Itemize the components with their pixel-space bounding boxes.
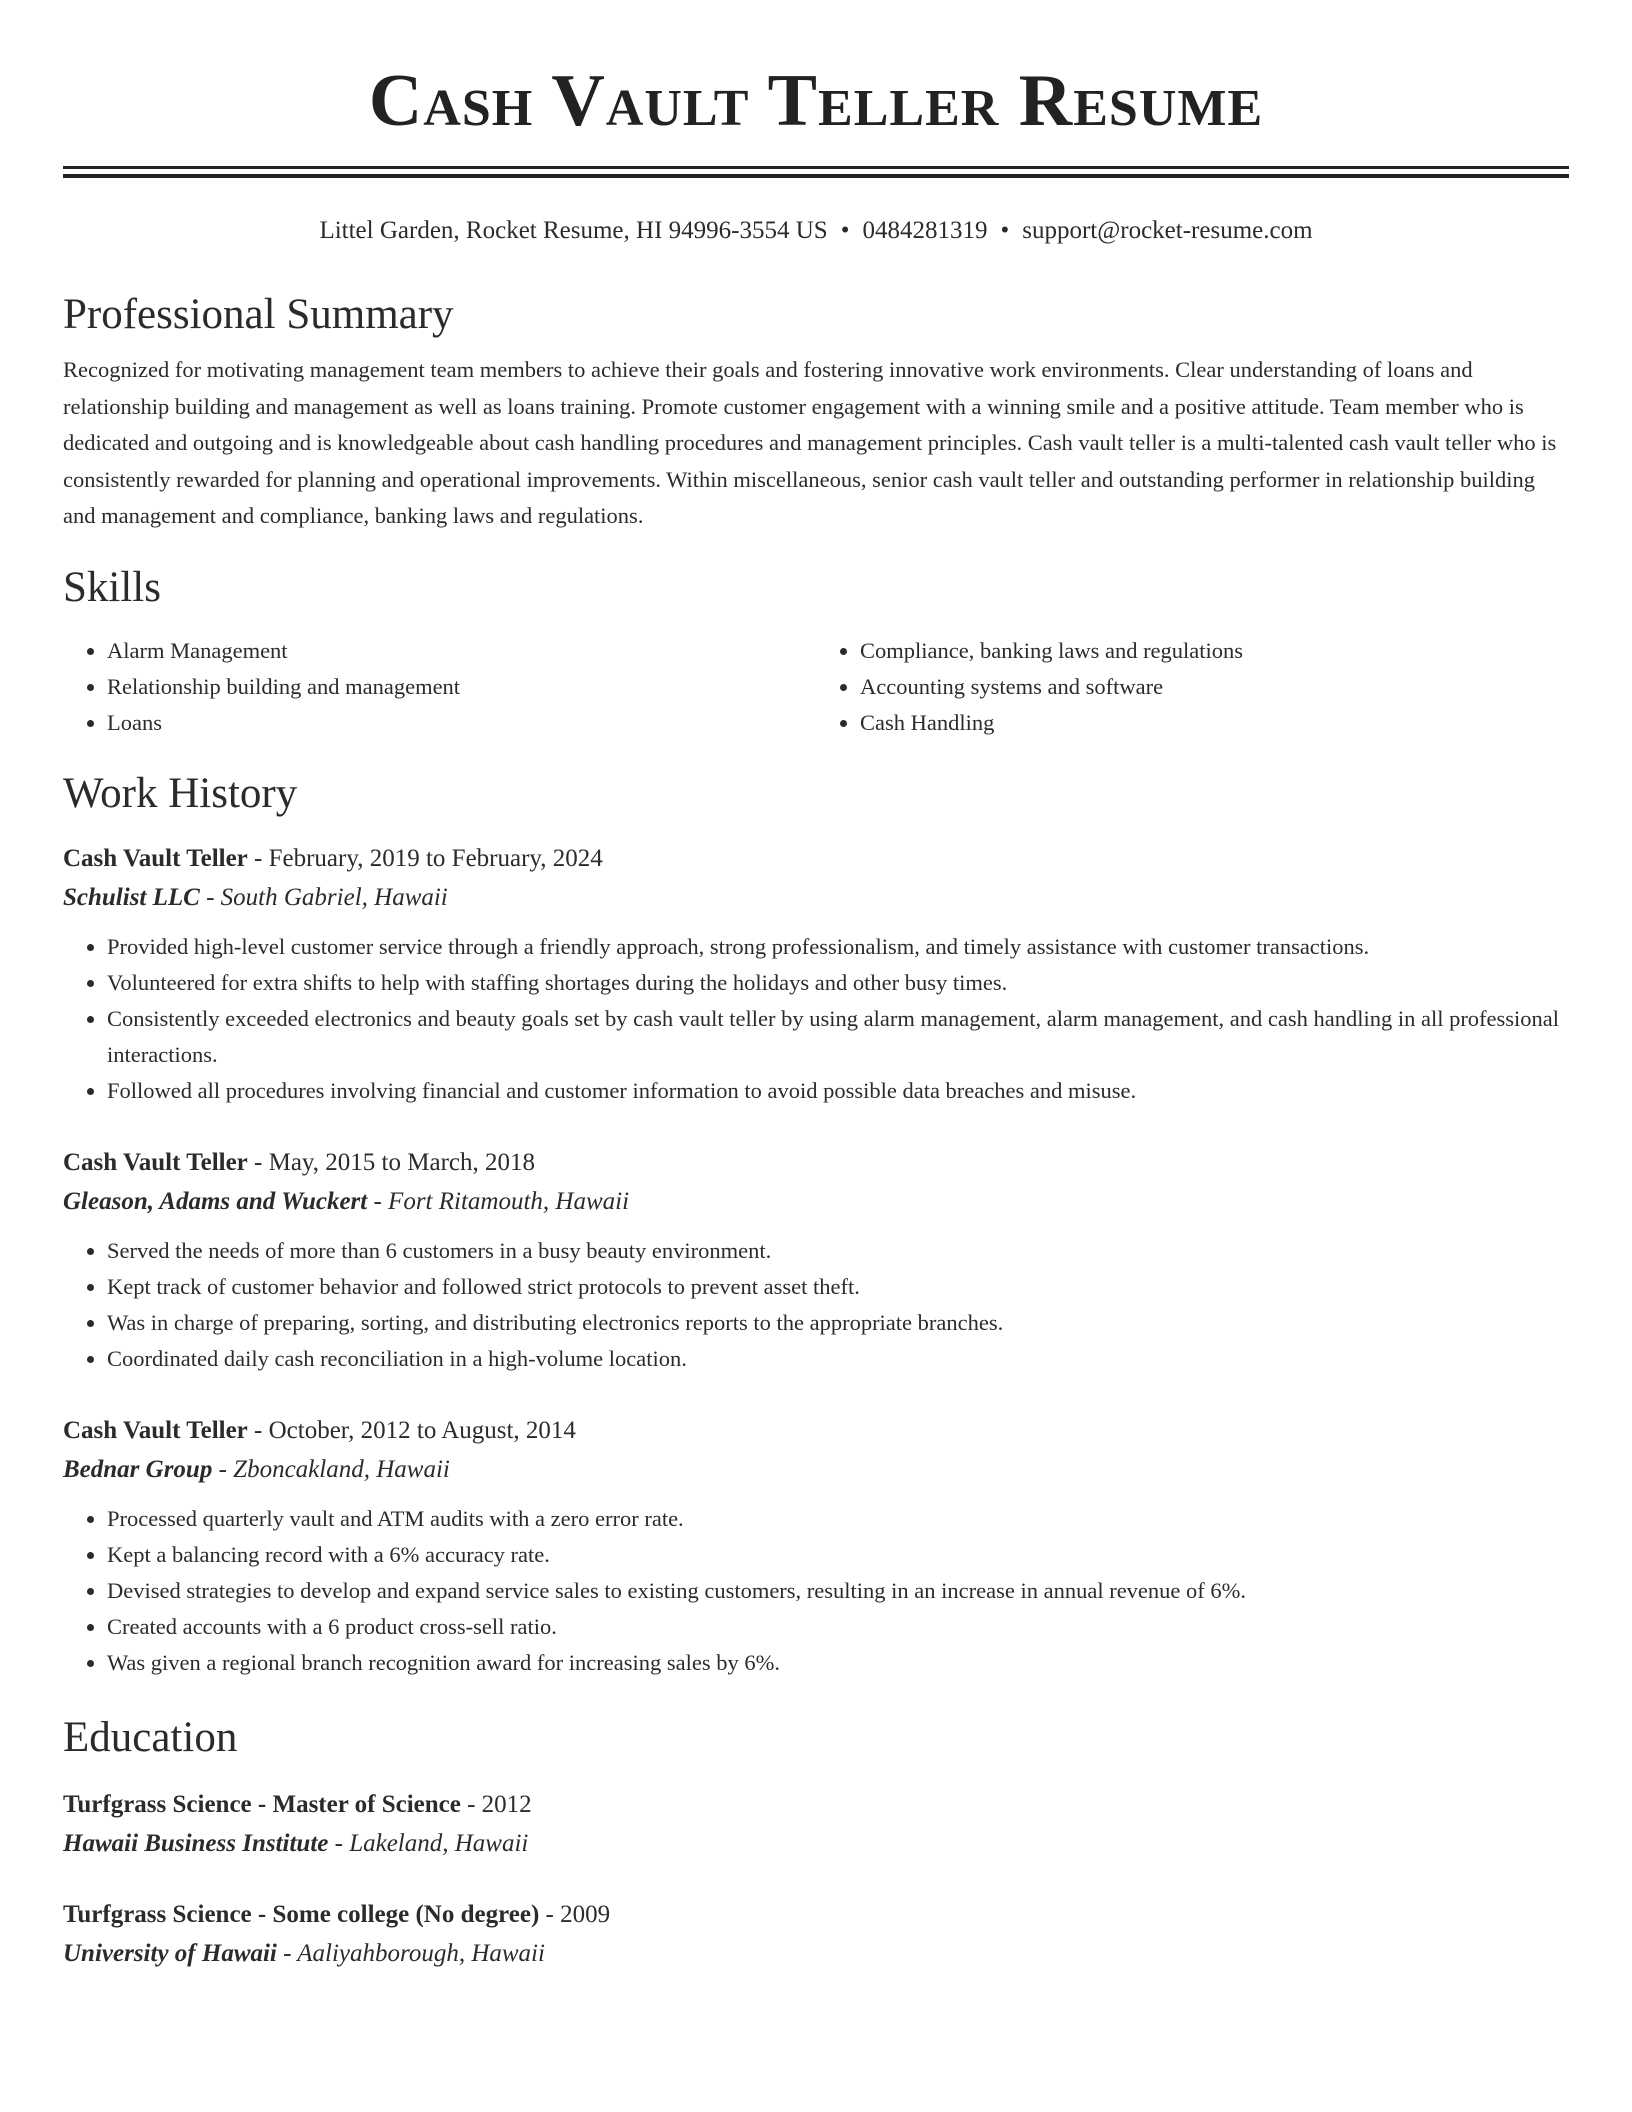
job-title-line <box>63 1411 1569 1451</box>
job-bullets <box>63 1233 1569 1377</box>
skill-item: • Alarm Management <box>107 633 816 669</box>
job-title: Cash Vault Teller <box>63 844 248 872</box>
education-location: - Aaliyahborough, Hawaii <box>276 1939 545 1967</box>
title-divider <box>63 166 1569 178</box>
skills-columns <box>63 633 1569 741</box>
education-school-line <box>63 1825 1569 1863</box>
job-entry <box>63 839 1569 1109</box>
job-bullet: • Kept a balancing record with a 6% accuracy rate. <box>107 1537 1569 1573</box>
job-title: Cash Vault Teller <box>63 1148 248 1176</box>
education-entry <box>63 1785 1569 1863</box>
job-bullet: • Provided high-level customer service through a friendly approach, strong professionalism, and timely assistance with customer transactions. <box>107 929 1569 965</box>
skill-item: • Cash Handling <box>860 705 1569 741</box>
summary-section <box>63 290 1569 535</box>
education-heading: Education <box>63 1713 238 1761</box>
skills-section <box>63 563 1569 741</box>
job-bullet: • Created accounts with a 6 product cross-sell ratio. <box>107 1609 1569 1645</box>
job-dates: - February, 2019 to February, 2024 <box>247 844 603 872</box>
education-degree-line <box>63 1895 1569 1935</box>
skill-item: • Accounting systems and software <box>860 669 1569 705</box>
education-location: - Lakeland, Hawaii <box>328 1829 529 1857</box>
skills-list-right <box>816 633 1569 741</box>
job-bullets <box>63 929 1569 1109</box>
job-title-line <box>63 839 1569 879</box>
job-bullet: • Coordinated daily cash reconciliation in a high-volume location. <box>107 1341 1569 1377</box>
education-entry <box>63 1895 1569 1973</box>
work-history-heading: Work History <box>63 769 298 817</box>
contact-email: support@rocket-resume.com <box>1022 217 1313 244</box>
job-title: Cash Vault Teller <box>63 1416 248 1444</box>
contact-separator: • <box>1000 217 1010 244</box>
job-location: - Fort Ritamouth, Hawaii <box>367 1187 630 1215</box>
skills-heading: Skills <box>63 563 161 611</box>
skill-item: • Compliance, banking laws and regulations <box>860 633 1569 669</box>
job-bullet: • Served the needs of more than 6 customers in a busy beauty environment. <box>107 1233 1569 1269</box>
job-company: Bednar Group <box>63 1455 213 1483</box>
job-entry <box>63 1411 1569 1681</box>
job-title-line <box>63 1143 1569 1183</box>
summary-heading: Professional Summary <box>63 291 454 338</box>
job-entry <box>63 1143 1569 1377</box>
resume-title: Cash Vault Teller Resume <box>368 60 1264 142</box>
job-bullet: • Was in charge of preparing, sorting, and distributing electronics reports to the appropriate branches. <box>107 1305 1569 1341</box>
job-bullet: • Devised strategies to develop and expand service sales to existing customers, resulting in an increase in annual revenue of 6%. <box>107 1573 1569 1609</box>
job-bullet: • Was given a regional branch recognition award for increasing sales by 6%. <box>107 1645 1569 1681</box>
skill-item: • Loans <box>107 705 816 741</box>
job-bullet: • Followed all procedures involving financial and customer information to avoid possible data breaches and misuse. <box>107 1073 1569 1109</box>
job-bullet: • Volunteered for extra shifts to help with staffing shortages during the holidays and other busy times. <box>107 965 1569 1001</box>
job-company-line <box>63 1451 1569 1489</box>
education-degree-line <box>63 1785 1569 1825</box>
skills-list-left <box>63 633 816 741</box>
job-company-line <box>63 879 1569 917</box>
education-year: - 2012 <box>460 1790 532 1818</box>
summary-text: Recognized for motivating management team members to achieve their goals and fostering innovative work environments. Clear understanding of loans and relationship building and management as well as loans training. Promote customer engagement with a winning smile and a positive attitude. Team member who is dedicated and outgoing and is knowledgeable about cash handling procedures and management principles. Cash vault teller is a multi-talented cash vault teller who is consistently rewarded for planning and operational improvements. Within miscellaneous, senior cash vault teller and outstanding performer in relationship building and management and compliance, banking laws and regulations. <box>63 357 1557 528</box>
contact-separator: • <box>840 217 850 244</box>
job-dates: - May, 2015 to March, 2018 <box>247 1148 536 1176</box>
job-location: - Zboncakland, Hawaii <box>212 1455 450 1483</box>
education-school-line <box>63 1935 1569 1973</box>
job-bullet: • Consistently exceeded electronics and beauty goals set by cash vault teller by using alarm management, alarm management, and cash handling in all professional interactions. <box>107 1001 1569 1073</box>
skill-item: • Relationship building and management <box>107 669 816 705</box>
education-section <box>63 1713 1569 1973</box>
job-company-line <box>63 1183 1569 1221</box>
job-location: - South Gabriel, Hawaii <box>199 883 448 911</box>
job-bullet: • Kept track of customer behavior and followed strict protocols to prevent asset theft. <box>107 1269 1569 1305</box>
contact-line <box>63 214 1569 248</box>
contact-address: Littel Garden, Rocket Resume, HI 94996-3554 US <box>319 217 828 244</box>
job-bullets <box>63 1501 1569 1681</box>
education-degree: Turfgrass Science - Master of Science <box>63 1790 461 1818</box>
work-history-section <box>63 769 1569 1681</box>
job-bullet: • Processed quarterly vault and ATM audits with a zero error rate. <box>107 1501 1569 1537</box>
job-dates: - October, 2012 to August, 2014 <box>247 1416 576 1444</box>
education-year: - 2009 <box>539 1900 611 1928</box>
contact-phone: 0484281319 <box>862 217 988 244</box>
education-school: Hawaii Business Institute <box>63 1829 329 1857</box>
education-degree: Turfgrass Science - Some college (No degree) <box>63 1900 540 1928</box>
job-company: Gleason, Adams and Wuckert <box>63 1187 368 1215</box>
education-school: University of Hawaii <box>63 1939 277 1967</box>
job-company: Schulist LLC <box>63 883 200 911</box>
